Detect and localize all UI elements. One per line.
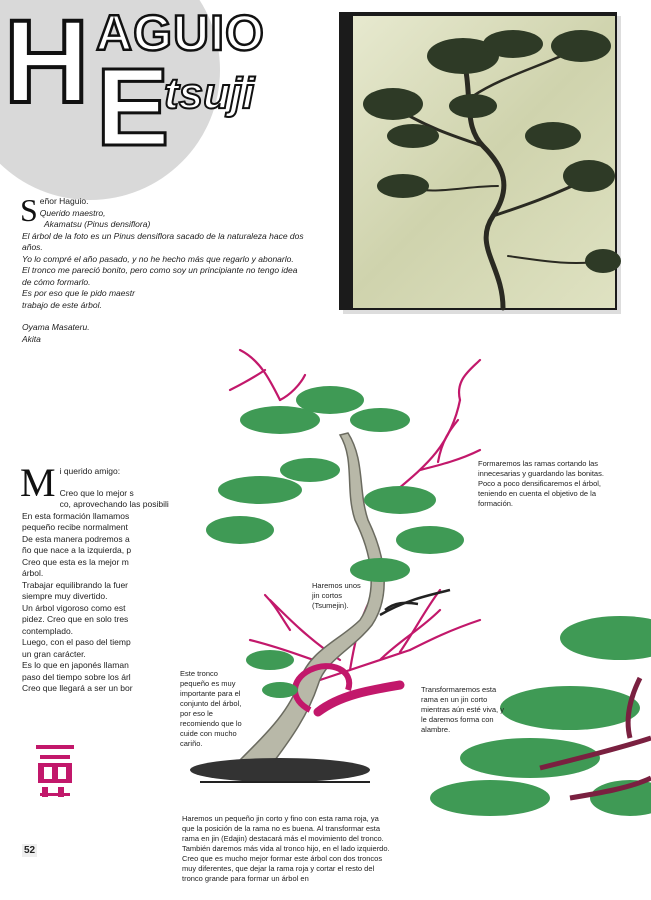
- bonsai-photo: [339, 12, 617, 310]
- photo-backdrop: [353, 16, 615, 308]
- title-haguio: AGUIO: [96, 5, 265, 61]
- reply-line: co, aprovechando las posibili: [59, 499, 169, 509]
- soil: [190, 758, 370, 782]
- letter-line: El árbol de la foto es un Pinus densiflora sacado de la naturaleza hace dos años.: [22, 230, 304, 252]
- page-number: 52: [24, 845, 36, 856]
- master-reply: [20, 460, 169, 695]
- reply-drop-cap: M: [20, 460, 56, 505]
- reply-line: siempre muy divertido.: [22, 591, 108, 601]
- annotation-bottom: Haremos un pequeño jin corto y fino con esta rama roja, ya que la posición de la rama no es buena. Al transformar esta rama en jin (Edajin) destacará más el movimiento del tronco. También daremos más vida al tronco hijo, en el lado izquierdo. Creo que es mucho mejor formar este árbol con dos troncos muy diferentes, que dejar la rama roja y cortar el resto del tronco grande para formar un árbol en: [182, 814, 390, 883]
- reply-line: Trabajar equilibrando la fuer: [22, 579, 128, 590]
- reply-line: pidez. Creo que en solo tres: [22, 614, 129, 624]
- letter-line: Yo lo compré el año pasado, y no he hecho más que regarlo y abonarlo.: [22, 253, 294, 264]
- letter-signature-name: Oyama Masateru.: [22, 322, 90, 332]
- letter-line: El tronco me pareció bonito, pero como soy un principiante no tengo idea de cómo formarlo.: [22, 265, 298, 287]
- letter-line: Querido maestro,: [39, 207, 106, 218]
- letter-line: Akamatsu (Pinus densiflora): [44, 219, 151, 229]
- reply-line: contemplado.: [22, 625, 74, 636]
- pine-photo-illustration: [353, 16, 615, 308]
- reply-line: Creo que esta es la mejor m: [22, 556, 129, 567]
- reply-line: Un árbol vigoroso como est: [22, 602, 126, 613]
- reply-line: árbol.: [22, 568, 44, 578]
- annotation-red-branch: Transformaremos esta rama en un jin corto mientras aún esté viva, y le daremos forma con alambre.: [421, 685, 504, 734]
- reply-line: un gran carácter.: [22, 648, 86, 659]
- letter-salutation: eñor Haguio.: [39, 196, 89, 206]
- title-etsuji: tsuji: [164, 69, 255, 118]
- reply-line: paso del tiempo sobre los árl: [22, 671, 131, 682]
- title-initial-h: H: [4, 0, 88, 128]
- annotation-small-trunk: Este tronco pequeño es muy importante para el conjunto del árbol, por eso le recomiendo que lo cuide con mucho cariño.: [180, 669, 242, 748]
- reply-line: Creo que llegará a ser un bor: [22, 683, 133, 693]
- reply-line: Es lo que en japonés llaman: [22, 660, 129, 670]
- hanko-stamp-icon: [28, 737, 82, 803]
- hanko-stamp: [28, 737, 82, 803]
- red-jin-branch: [318, 685, 400, 712]
- reply-line: Luego, con el paso del tiemp: [22, 637, 131, 647]
- letter-line: trabajo de este árbol.: [22, 299, 102, 310]
- reply-line: Creo que lo mejor s: [59, 487, 134, 498]
- title-initial-e: E: [96, 46, 170, 169]
- reader-letter: [20, 192, 307, 345]
- reply-line: pequeño recibe normalment: [22, 522, 128, 532]
- reply-line: En esta formación llamamos: [22, 510, 130, 521]
- styled-bonsai-preview: [430, 598, 651, 900]
- annotation-form-branches: Formaremos las ramas cortando las innecesarias y guardando las bonitas. Poco a poco densificaremos el árbol, teniendo en cuenta el objetivo de la formación.: [478, 459, 604, 508]
- annotation-jin: Haremos unos jin cortos (Tsumejin).: [312, 581, 361, 610]
- letter-drop-cap: S: [20, 192, 38, 228]
- reply-line: De esta manera podremos a: [22, 533, 130, 544]
- reply-line: ño que nace a la izquierda, p: [22, 545, 132, 555]
- reply-greeting: i querido amigo:: [59, 466, 121, 476]
- letter-line: Es por eso que le pido maestr: [22, 288, 135, 298]
- letter-signature-place: Akita: [22, 333, 41, 344]
